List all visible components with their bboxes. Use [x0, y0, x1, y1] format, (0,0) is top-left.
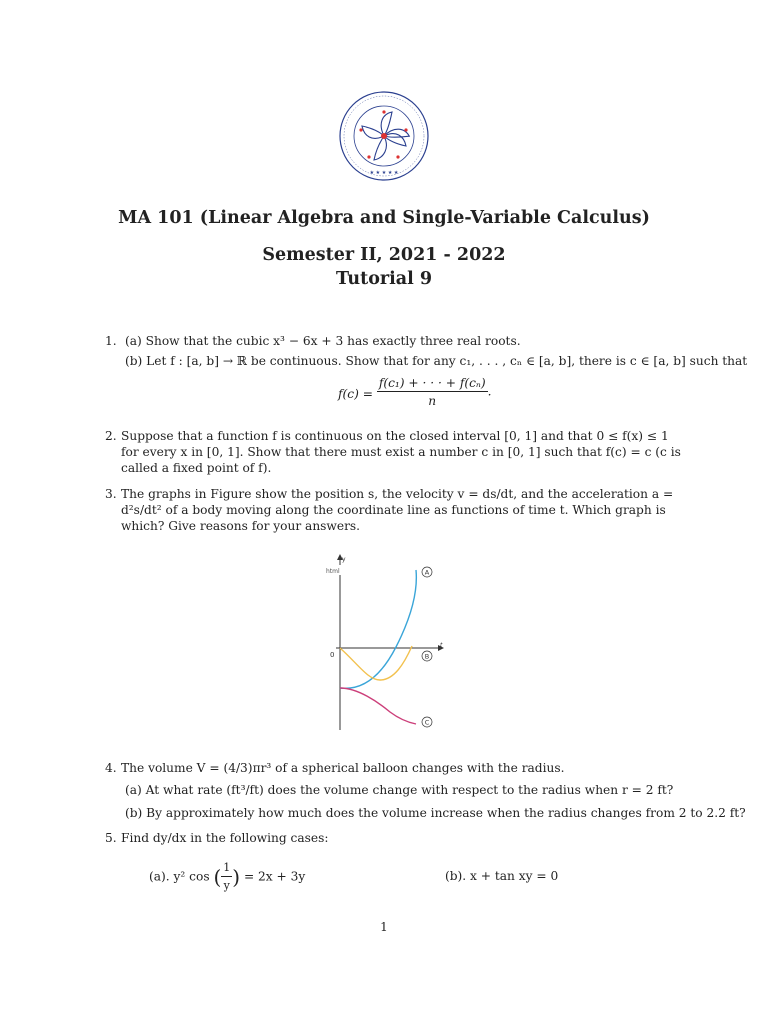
page-number: 1	[380, 920, 388, 934]
tutorial-title: Tutorial 9	[335, 269, 433, 289]
formula-lhs: f(c) =	[338, 386, 373, 401]
semester-title: Semester II, 2021 - 2022	[262, 245, 506, 265]
formula-denominator: n	[428, 394, 437, 408]
y-axis-label: y	[342, 556, 346, 563]
origin-label: 0	[330, 651, 335, 659]
iit-bombay-logo	[338, 90, 430, 182]
label-c: C	[424, 718, 430, 727]
problem-4-text: The volume V = (4/3)πr³ of a spherical balloon changes with the radius.	[121, 761, 565, 775]
curve-c	[340, 688, 416, 724]
label-b: B	[424, 652, 430, 661]
problem-5a-fraction	[221, 860, 232, 894]
formula-period: .	[487, 384, 492, 399]
problem-5a-prefix: (a). y² cos	[149, 869, 210, 884]
formula-numerator: f(c₁) + · · · + f(cₙ)	[378, 376, 486, 390]
problem-5b: (b). x + tan xy = 0	[445, 869, 559, 883]
mean-value-formula	[338, 375, 492, 409]
problem-1a: (a) Show that the cubic x³ − 6x + 3 has exactly three real roots.	[125, 334, 521, 348]
problem-4	[105, 760, 746, 830]
problem-5-text: Find dy/dx in the following cases:	[121, 831, 329, 845]
formula-fraction	[377, 375, 488, 409]
watermark-text: html	[326, 568, 340, 575]
course-title: MA 101 (Linear Algebra and Single-Variable Calculus)	[118, 208, 650, 228]
problem-number: 2.	[105, 429, 117, 443]
problem-number: 3.	[105, 487, 117, 501]
t-axis-label: t	[440, 642, 443, 649]
problem-number: 1.	[105, 334, 117, 348]
problem-5	[105, 830, 685, 900]
curve-a	[340, 570, 416, 688]
problem-1b: (b) Let f : [a, b] → ℝ be continuous. Show that for any c₁, . . . , cₙ ∈ [a, b], there is c ∈ [a, b] such that	[125, 354, 748, 368]
problem-1	[105, 333, 748, 413]
svg-text:★ ★ ★ ★ ★: ★ ★ ★ ★ ★	[369, 170, 399, 176]
problem-5a-denominator: y	[223, 879, 230, 892]
problem-5a: (a). y² cos ( $\frac{1}{y}$ ) = 2x + 3y	[149, 861, 306, 892]
label-a: A	[424, 568, 430, 577]
problem-2	[105, 428, 685, 478]
problem-4b: (b) By approximately how much does the volume increase when the radius changes from 2 to 2.2 ft?	[125, 806, 746, 820]
problem-number: 5.	[105, 831, 117, 845]
problem-5a-numerator: 1	[221, 860, 232, 877]
problem-2-text: Suppose that a function f is continuous on the closed interval [0, 1] and that 0 ≤ f(x) ≤ 1 for every x in [0, 1]. Show that there must exist a number c in [0, 1] such that f(c) = c (c is called a fixed point of f).	[121, 429, 681, 475]
problem-number: 4.	[105, 761, 117, 775]
problem-5a-suffix: = 2x + 3y	[243, 869, 306, 884]
problem-3	[105, 486, 685, 536]
problem-4a: (a) At what rate (ft³/ft) does the volume change with respect to the radius when r = 2 ft?	[125, 783, 674, 797]
problem-3-text: The graphs in Figure show the position s, the velocity v = ds/dt, and the acceleration a = d²s/dt² of a body moving along the coordinate line as functions of time t. Which graph is which? Give reasons for your answers.	[121, 487, 674, 533]
motion-graph-figure	[318, 552, 448, 737]
